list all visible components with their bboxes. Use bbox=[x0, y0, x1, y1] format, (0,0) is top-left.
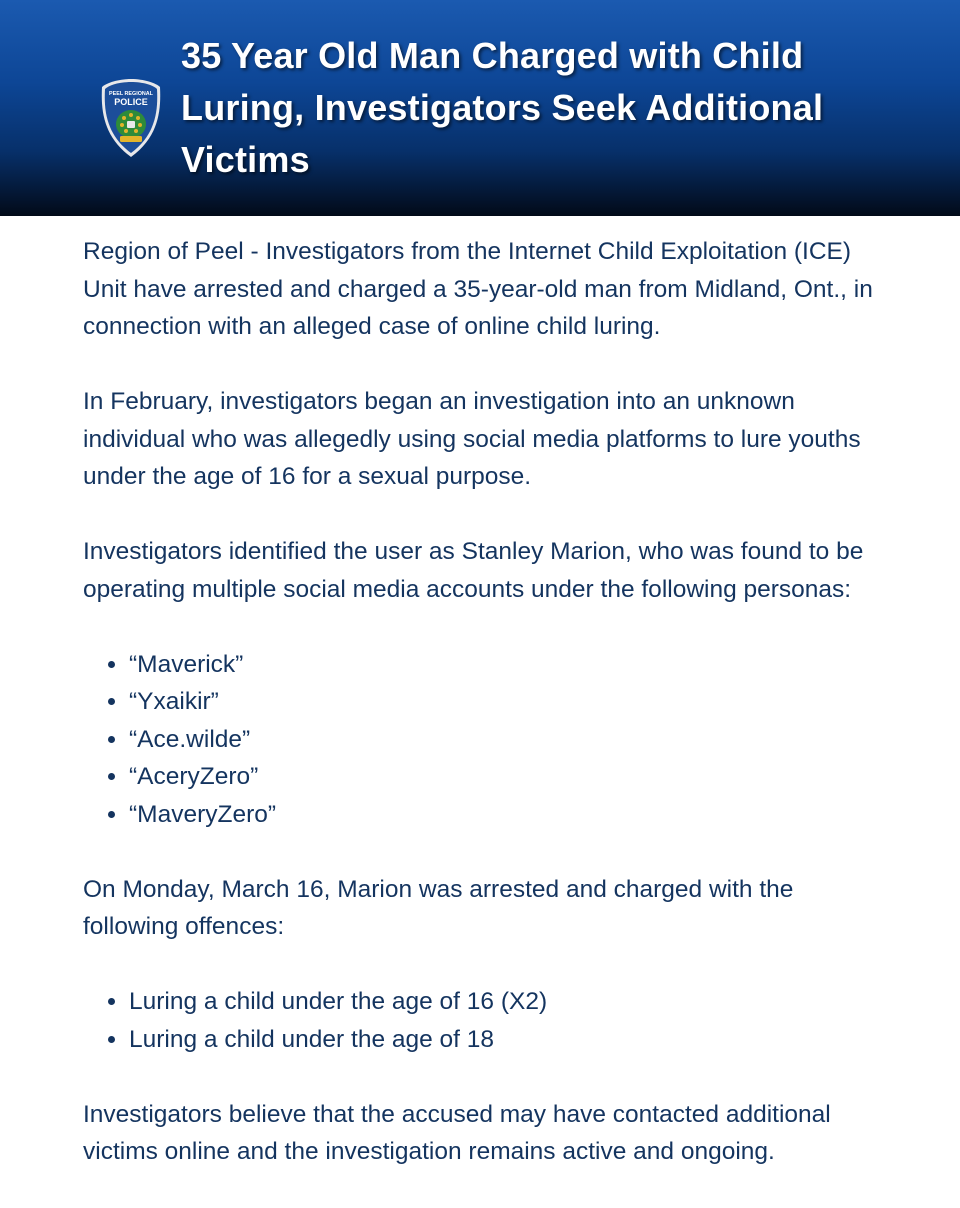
peel-regional-police-badge-icon bbox=[100, 78, 162, 158]
charge-item: • Luring a child under the age of 16 (X2) bbox=[129, 983, 883, 1021]
persona-item: • “Ace.wilde” bbox=[129, 721, 883, 759]
persona-item: • “MaveryZero” bbox=[129, 796, 883, 834]
article-paragraph: Region of Peel - Investigators from the Internet Child Exploitation (ICE) Unit have arrested and charged a 35-year-old man from Midland, Ont., in connection with an alleged case of online child luring. bbox=[83, 238, 873, 340]
persona-item: • “Maverick” bbox=[129, 646, 883, 684]
page-title: 35 Year Old Man Charged with Child Luring, Investigators Seek Additional Victims bbox=[181, 35, 824, 180]
persona-item: • “Yxaikir” bbox=[129, 683, 883, 721]
article-paragraph: On Monday, March 16, Marion was arrested and charged with the following offences: bbox=[83, 875, 794, 940]
article-paragraph: Investigators identified the user as Stanley Marion, who was found to be operating multiple social media accounts under the following personas: bbox=[83, 538, 864, 603]
article-body bbox=[83, 233, 883, 1208]
charge-item: • Luring a child under the age of 18 bbox=[129, 1021, 883, 1059]
persona-item: • “AceryZero” bbox=[129, 758, 883, 796]
personas-list bbox=[83, 646, 883, 834]
article-paragraph: In February, investigators began an investigation into an unknown individual who was allegedly using social media platforms to lure youths under the age of 16 for a sexual purpose. bbox=[83, 388, 861, 490]
badge-line1: PEEL REGIONAL bbox=[109, 91, 153, 97]
badge-line2: POLICE bbox=[114, 97, 148, 107]
article-paragraph: Investigators believe that the accused may have contacted additional victims online and the investigation remains active and ongoing. bbox=[83, 1100, 831, 1165]
page-header bbox=[0, 0, 960, 216]
charges-list bbox=[83, 983, 883, 1058]
